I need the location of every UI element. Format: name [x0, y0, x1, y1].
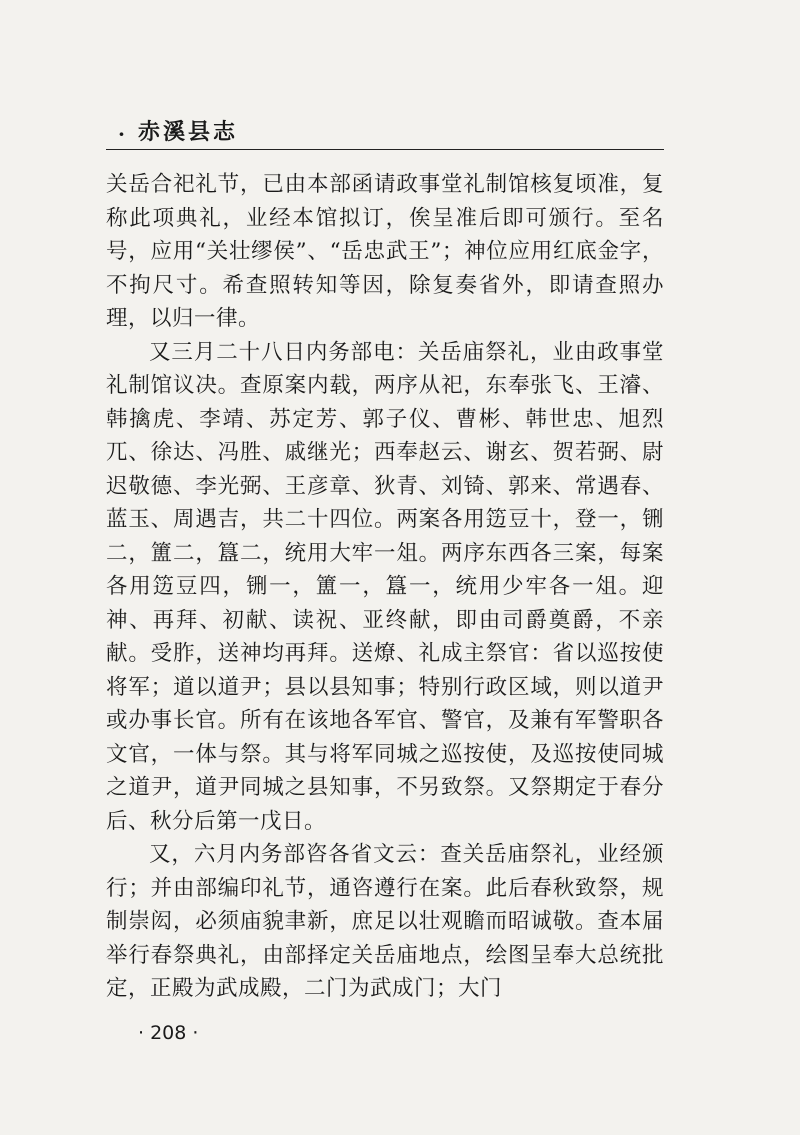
running-header [106, 118, 664, 152]
page-number: · 208 · [138, 1022, 199, 1044]
book-title: 赤溪县志 [138, 120, 239, 145]
paragraph-interior-ministry-circular: 又，六月内务部咨各省文云：查关岳庙祭礼，业经颁行；并由部编印礼节，通咨遵行在案。此后春秋致祭，规制崇闳，必须庙貌聿新，庶足以壮观瞻而昭诚敬。查本届举行春祭典礼，由部择定关岳庙地点，绘图呈奉大总统批定，正殿为武成殿，二门为武成门；大门 [106, 842, 664, 1001]
header-bullet: · [118, 122, 125, 146]
body-text [106, 168, 664, 1006]
paragraph-continued: 关岳合祀礼节，已由本部函请政事堂礼制馆核复顷准，复称此项典礼，业经本馆拟订，俟呈准后即可颁行。至名号，应用“关壮缪侯”、“岳忠武王”；神位应用红底金字，不拘尺寸。希查照转知等因，除复奏省外，即请查照办理，以归一律。 [106, 172, 664, 331]
paragraph-interior-ministry-telegram: 又三月二十八日内务部电：关岳庙祭礼，业由政事堂礼制馆议决。查原案内载，两序从祀，东奉张飞、王濬、韩擒虎、李靖、苏定芳、郭子仪、曹彬、韩世忠、旭烈兀、徐达、冯胜、戚继光；西奉赵云、谢玄、贺若弼、尉迟敬德、李光弼、王彦章、狄青、刘锜、郭来、常遇春、蓝玉、周遇吉，共二十四位。两案各用笾豆十，登一，铏二，簠二，簋二，统用大牢一俎。两序东西各三案，每案各用笾豆四，铏一，簠一，簋一，统用少牢各一俎。迎神、再拜、初献、读祝、亚终献，即由司爵奠爵，不亲献。受胙，送神均再拜。送燎、礼成主祭官：省以巡按使将军；道以道尹；县以县知事；特别行政区域，则以道尹或办事长官。所有在该地各军官、警官，及兼有军警职各文官，一体与祭。其与将军同城之巡按使，及巡按使同城之道尹，道尹同城之县知事，不另致祭。又祭期定于春分后、秋分后第一戊日。 [106, 339, 664, 834]
header-rule [106, 149, 664, 150]
